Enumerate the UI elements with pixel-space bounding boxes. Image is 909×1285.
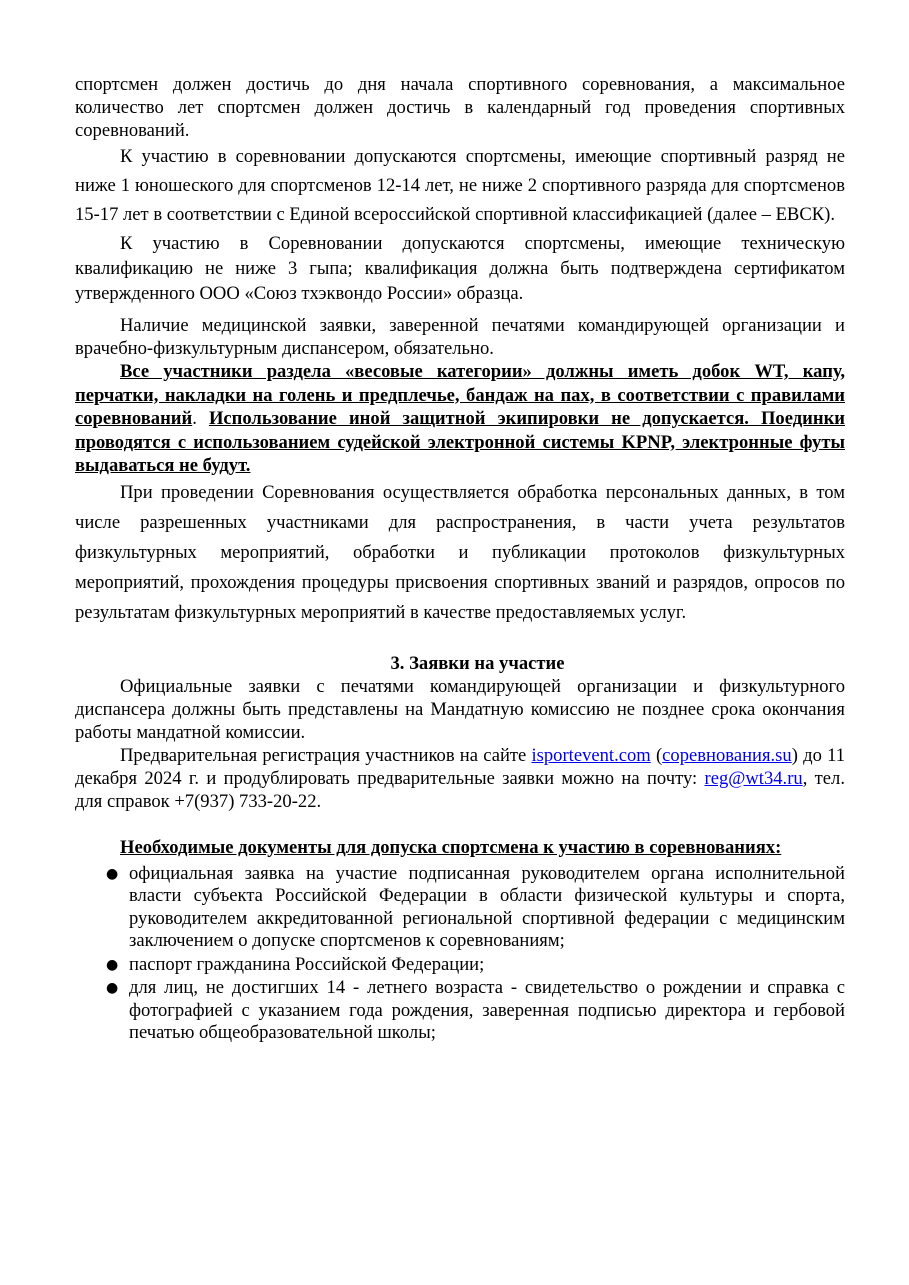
personal-data-text: При проведении Соревнования осуществляется обработка персональных данных, в том числе разрешенных участниками для распространения, в части учета результатов физкультурных мероприятий, обработки и публикации протоколов физкультурных мероприятий, прохождения процедуры присвоения спортивных званий и разрядов, опросов по результатам физкультурных мероприятий в качестве предоставляемых услуг. [75, 481, 845, 623]
equipment-rule-part1: Все участники раздела «весовые категории» должны иметь добок WT, капу, перчатки, накладки на голень и предплечье, бандаж на пах, в соответствии с правилами соревнований [75, 361, 845, 429]
bullet-dot-icon: ● [106, 980, 119, 996]
medical-rule-text: Наличие медицинской заявки, заверенной печатями командирующей организации и врачебно-физкультурным диспансером, обязательно. [75, 315, 845, 359]
list-item [75, 977, 845, 1045]
isportevent-link[interactable]: isportevent.com [531, 744, 651, 766]
qualification-rule-paragraph [75, 231, 845, 306]
document-item-text: для лиц, не достигших 14 - летнего возраста - свидетельство о рождении и справка с фотографией с указанием года рождения, заверенная подписью директора и гербовой печатью общеобразовательной школы; [129, 977, 845, 1043]
prereg-text-2: ( [655, 744, 663, 766]
list-item [75, 954, 845, 977]
document-item-text: официальная заявка на участие подписанная руководителем органа исполнительной власти субъекта Российской Федерации в области физической культуры и спорта, руководителем аккредитованной региональной спортивной федерации с медицинским заключением о допуске спортсменов к соревнованиям; [129, 862, 845, 951]
bullet-dot-icon: ● [106, 956, 119, 973]
personal-data-paragraph [75, 478, 845, 628]
bullet-dot-icon: ● [106, 865, 119, 882]
prereg-text-3: ) до 11 декабря 2024 г. и продублировать предварительные заявки можно на почту: [75, 744, 845, 789]
documents-heading: Необходимые документы для допуска спортсмена к участию в соревнованиях: [120, 836, 782, 858]
medical-rule-paragraph [75, 314, 845, 360]
document-page [75, 73, 845, 1046]
document-item-text: паспорт гражданина Российской Федерации; [129, 953, 485, 975]
equipment-rule-separator: . [192, 408, 209, 429]
qualification-rule-text: К участию в Соревновании допускаются спортсмены, имеющие техническую квалификацию не ниже 3 гыпа; квалификация должна быть подтверждена сертификатом утвержденного ООО «Союз тхэквондо России» образца. [75, 233, 845, 304]
preregistration-paragraph [75, 744, 845, 813]
email-link[interactable]: reg@wt34.ru [704, 767, 803, 789]
prereg-text-4: , тел. для справок +7(937) 733-20-22. [75, 767, 845, 812]
equipment-rule-paragraph [75, 360, 845, 478]
equipment-rule-part2: Использование иной защитной экипировки не допускается. Поединки проводятся с использованием судейской электронной системы KPNP, электронные футы выдаваться не будут. [75, 408, 845, 476]
rank-rule-paragraph: К участию в соревновании допускаются спортсмены, имеющие спортивный разряд не ниже 1 юношеского для спортсменов 12-14 лет, не ниже 2 спортивного разряда для спортсменов 15-17 лет в соответствии с Единой всероссийской спортивной классификацией (далее – ЕВСК). [75, 146, 845, 225]
list-item [75, 863, 845, 953]
official-applications-paragraph: Официальные заявки с печатями командирующей организации и физкультурного диспансера должны быть представлены на Мандатную комиссию не позднее срока окончания работы мандатной комиссии. [75, 675, 845, 743]
prereg-text-1: Предварительная регистрация участников на сайте [120, 744, 532, 766]
age-rule-paragraph: спортсмен должен достичь до дня начала спортивного соревнования, а максимальное количество лет спортсмен должен достичь в календарный год проведения спортивных соревнований. [75, 74, 845, 141]
documents-list [75, 863, 845, 1045]
sorevnovaniya-link[interactable]: соревнования.su [662, 744, 792, 766]
section-3-heading: 3. Заявки на участие [390, 652, 565, 674]
